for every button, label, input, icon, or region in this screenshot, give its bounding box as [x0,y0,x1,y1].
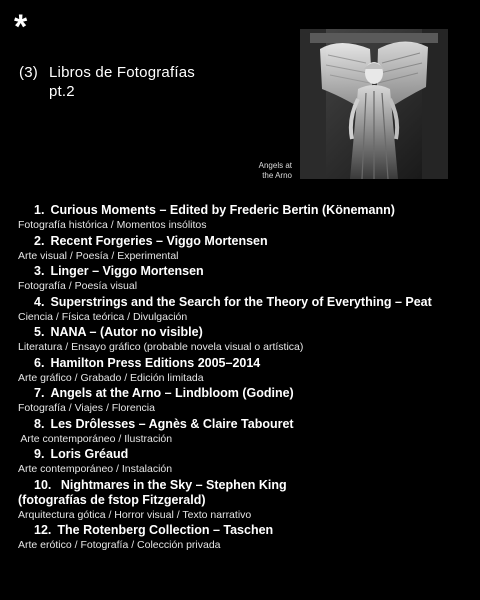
title-text: Nightmares in the Sky – Stephen King [57,477,287,492]
heading-line-1 [19,63,195,82]
list-item [18,523,473,553]
item-number: 4. [34,294,45,309]
list-item [18,417,473,447]
title-text: Les Drôlesses – Agnès & Claire Tabouret [50,416,294,431]
book-title [18,295,473,310]
section-heading [19,63,195,101]
book-tags: Arte gráfico / Grabado / Edición limitada [18,371,204,384]
item-number: 7. [34,386,45,400]
book-title [18,264,473,279]
book-tags: Fotografía / Poesía visual [18,280,138,292]
book-title [18,386,473,401]
book-tags: Arte contemporáneo / Ilustración [18,432,173,445]
book-title [18,203,473,218]
list-item [18,447,473,477]
list-item [18,203,473,233]
photo-caption [228,161,292,181]
item-number: 1. [34,203,45,217]
book-tags: Arte visual / Poesía / Experimental [18,249,179,262]
book-tags: Fotografía / Viajes / Florencia [18,402,155,414]
book-tags: Arte contemporáneo / Instalación [18,463,173,475]
book-title [18,523,473,538]
item-number: 12. [34,523,52,537]
item-number: 8. [34,416,45,431]
asterisk-mark: * [14,8,28,46]
book-tags: Arte erótico / Fotografía / Colección privada [18,539,221,551]
item-number: 3. [34,264,45,278]
section-title: Libros de Fotografías [49,64,195,81]
list-item [18,264,473,294]
list-item [18,295,473,325]
title-text: Loris Gréaud [50,447,129,461]
list-item [18,234,473,264]
title-text: Angels at the Arno – Lindbloom (Godine) [50,386,294,400]
item-number: 10. [34,477,52,492]
list-item [18,325,473,355]
book-title [18,447,473,462]
item-number: 2. [34,233,45,248]
caption-line: Angels at [258,161,292,170]
title-text: Superstrings and the Search for the Theory of Everything – Peat [50,294,432,309]
book-title [18,325,473,340]
list-item [18,478,473,523]
title-text: Linger – Viggo Mortensen [50,264,204,278]
section-number: (3) [19,64,38,81]
angel-photo [300,29,448,179]
item-number: 9. [34,447,45,461]
book-title [18,356,473,371]
title-text: NANA – (Autor no visible) [50,325,203,339]
book-list [18,203,473,554]
title-text: Recent Forgeries – Viggo Mortensen [50,233,268,248]
book-tags: Fotografía histórica / Momentos insólitos [18,219,207,231]
section-title-part: pt.2 [49,83,75,100]
book-title-continued: (fotografías de fstop Fitzgerald) [18,492,206,507]
item-number: 5. [34,325,45,339]
book-tags: Ciencia / Física teórica / Divulgación [18,310,188,323]
book-tags: Arquitectura gótica / Horror visual / Texto narrativo [18,508,252,521]
title-text: Curious Moments – Edited by Frederic Bertin (Könemann) [50,203,395,217]
list-item [18,386,473,416]
book-title [18,478,473,493]
title-text: Hamilton Press Editions 2005–2014 [50,355,261,370]
caption-line: the Arno [262,171,292,180]
item-number: 6. [34,355,45,370]
title-text: The Rotenberg Collection – Taschen [57,523,274,537]
book-title [18,417,473,432]
list-item [18,356,473,386]
book-tags: Literatura / Ensayo gráfico (probable novela visual o artística) [18,341,304,353]
book-title [18,234,473,249]
